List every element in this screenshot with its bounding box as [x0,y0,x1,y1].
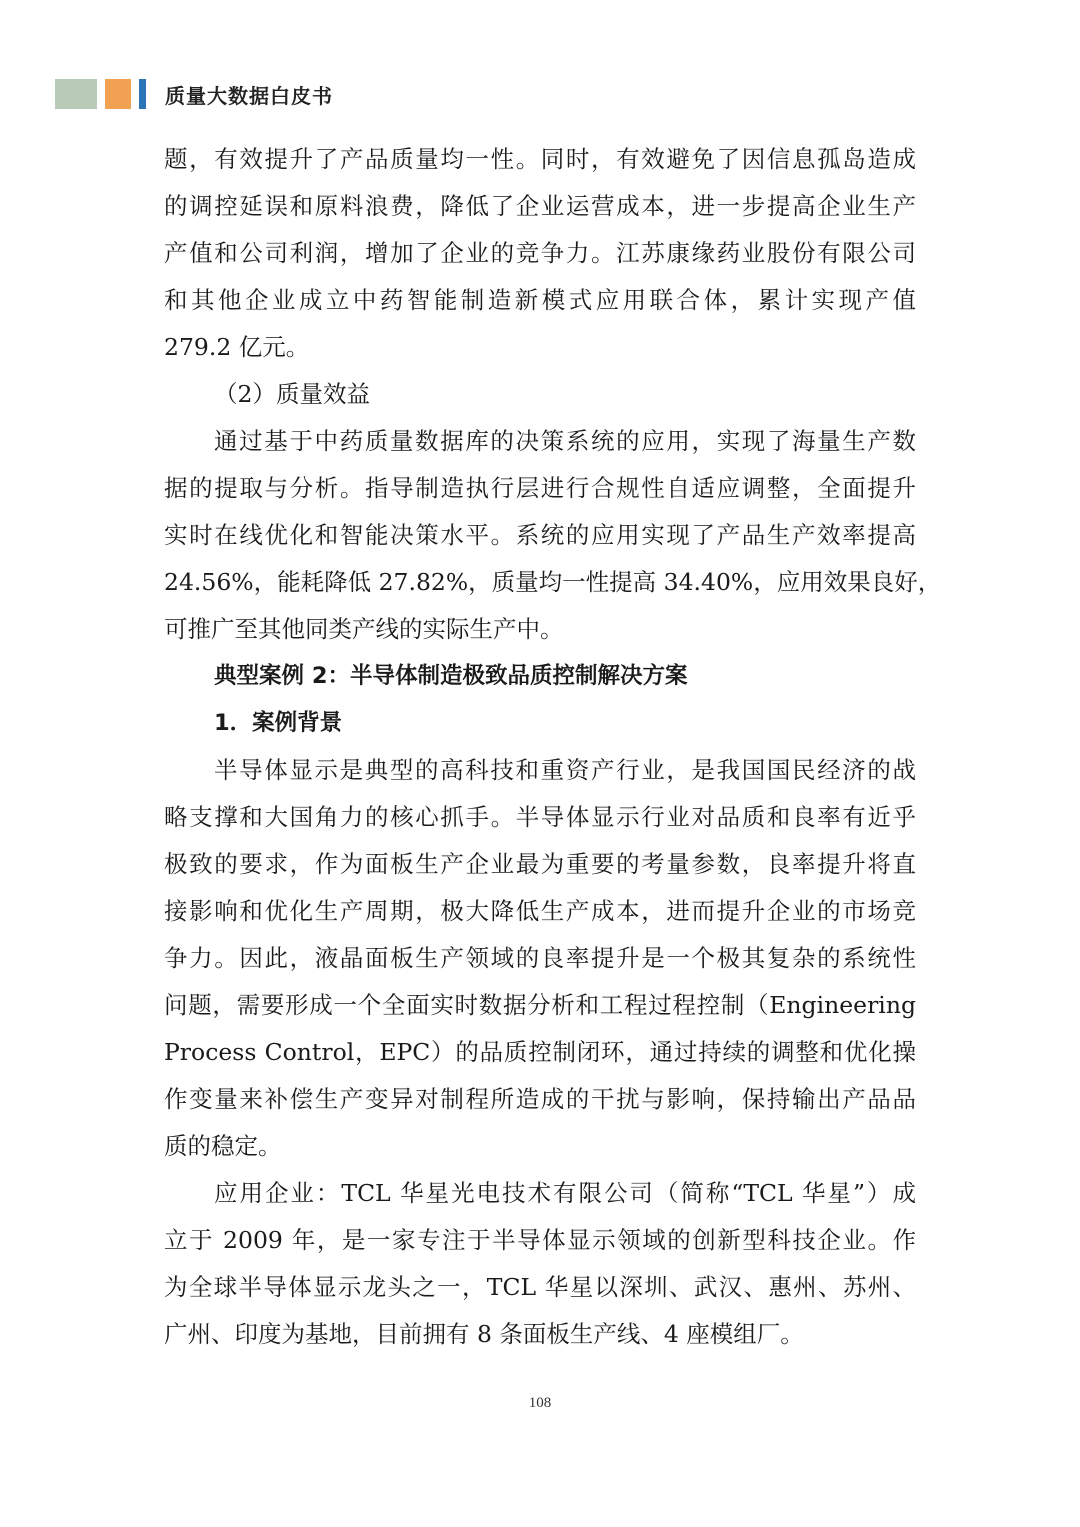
paragraph-line: 的调控延误和原料浪费，降低了企业运营成本，进一步提高企业生产 [164,192,916,220]
paragraph-line: 通过基于中药质量数据库的决策系统的应用，实现了海量生产数 [214,427,916,455]
paragraph-line: 产值和公司利润，增加了企业的竞争力。江苏康缘药业股份有限公司 [164,239,916,267]
paragraph-line: 题，有效提升了产品质量均一性。同时，有效避免了因信息孤岛造成 [164,145,916,173]
paragraph-line: 实时在线优化和智能决策水平。系统的应用实现了产品生产效率提高 [164,521,916,549]
paragraph-line: 据的提取与分析。指导制造执行层进行合规性自适应调整，全面提升 [164,474,916,502]
paragraph-line: 立于 2009 年，是一家专注于半导体显示领域的创新型科技企业。作 [164,1226,916,1254]
paragraph-line: Process Control，EPC）的品质控制闭环，通过持续的调整和优化操 [164,1038,916,1066]
case-heading: 典型案例 2：半导体制造极致品质控制解决方案 [214,663,688,689]
paragraph-line: 作变量来补偿生产变异对制程所造成的干扰与影响，保持输出产品品 [164,1085,916,1113]
header-blue-bar [139,79,146,109]
paragraph-line: 279.2 亿元。 [164,333,310,361]
body-text [164,136,942,1358]
paragraph-line: 争力。因此，液晶面板生产领域的良率提升是一个极其复杂的系统性 [164,944,916,972]
header-orange-block [105,79,131,109]
paragraph-line: 为全球半导体显示龙头之一，TCL 华星以深圳、武汉、惠州、苏州、 [164,1273,916,1301]
paragraph-line: 应用企业：TCL 华星光电技术有限公司（简称“TCL 华星”）成 [214,1179,916,1207]
paragraph-line: 问题，需要形成一个全面实时数据分析和工程过程控制（Engineering [164,991,916,1019]
paragraph-line: 极致的要求，作为面板生产企业最为重要的考量参数，良率提升将直 [164,850,916,878]
subsection-heading: （2）质量效益 [214,380,370,408]
header-title: 质量大数据白皮书 [165,83,333,108]
paragraph-line: 广州、印度为基地，目前拥有 8 条面板生产线、4 座模组厂。 [164,1320,804,1348]
header-green-block [55,79,97,109]
page-number: 108 [528,1395,552,1411]
paragraph-line: 略支撑和大国角力的核心抓手。半导体显示行业对品质和良率有近乎 [164,803,916,831]
paragraph-line: 可推广至其他同类产线的实际生产中。 [164,615,564,643]
paragraph-line: 质的稳定。 [164,1132,282,1160]
paragraph-line: 接影响和优化生产周期，极大降低生产成本，进而提升企业的市场竞 [164,897,916,925]
paragraph-line: 和其他企业成立中药智能制造新模式应用联合体，累计实现产值 [164,286,916,314]
section-heading: 1．案例背景 [214,710,343,736]
page-header [55,78,333,110]
paragraph-line: 24.56%，能耗降低 27.82%，质量均一性提高 34.40%，应用效果良好， [164,568,942,596]
paragraph-line: 半导体显示是典型的高科技和重资产行业，是我国国民经济的战 [214,756,916,784]
